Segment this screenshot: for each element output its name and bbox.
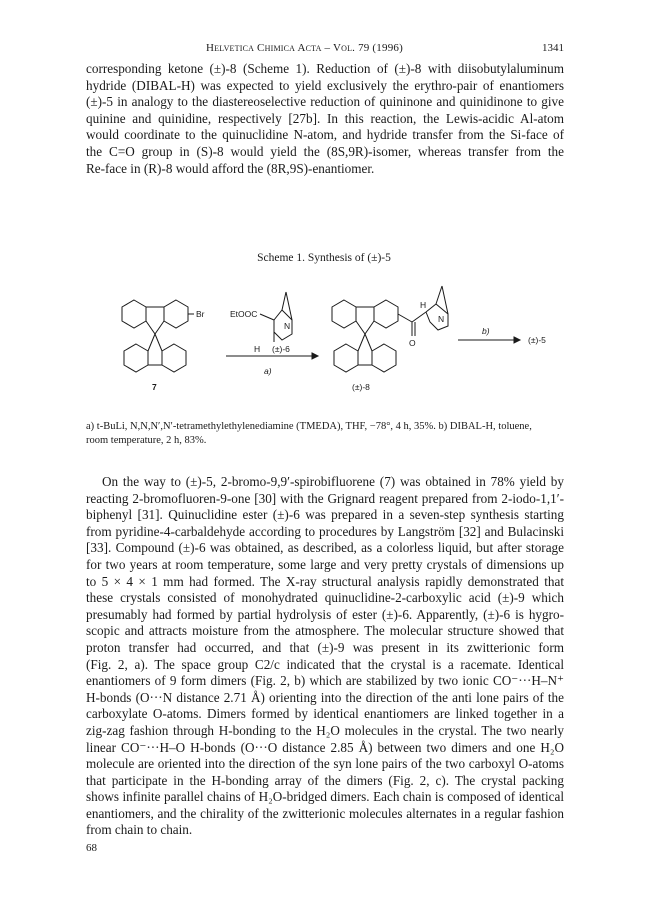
text-line: carboxylate O-atoms. Dimers formed by identical enantiomers are linked together in a <box>86 706 564 722</box>
text-line: enantiomers of 9 form dimers (Fig. 2, b) which are stabilized by two ionic CO⁻···H–N⁺ <box>86 673 564 689</box>
scheme-footnote <box>86 420 564 448</box>
text-line: from chain to chain. <box>86 822 193 838</box>
reagent-label: (±)-6 <box>272 344 290 354</box>
product-label: (±)-5 <box>528 335 546 345</box>
benzene-ring <box>332 300 356 328</box>
text-line: enantiomers, and the chirality of the zwitterionic molecules alternates in a regular fashion <box>86 805 564 821</box>
nitrogen-label: N <box>284 321 291 331</box>
compound-8-label: (±)-8 <box>352 382 370 392</box>
text-line: from pyridine-4-carbaldehyde according to procedures by Langström [32] and Bulacinski <box>86 523 564 539</box>
text-line: to 5 × 4 × 1 mm had formed. The X-ray structural analysis rapidly demonstrated that <box>86 573 564 589</box>
journal-title: Helvetica Chimica Acta – Vol. 79 (1996) <box>206 42 403 54</box>
page-footer: 68 <box>86 842 97 854</box>
compound-7-label: 7 <box>152 382 157 392</box>
text-line: biphenyl [31]. Quinuclidine ester (±)-6 was prepared in a seven-step synthesis starting <box>86 507 564 523</box>
text-line: proton transfer had occurred, and that (±)-9 was present in its zwitterionic form <box>86 639 564 655</box>
benzene-ring <box>372 344 396 372</box>
benzene-ring <box>122 300 146 328</box>
paragraph-intro <box>86 61 564 177</box>
text-line: [33]. Compound (±)-6 was obtained, as described, as a colorless liquid, but after storage <box>86 540 564 556</box>
step-b-label: b) <box>482 326 490 336</box>
footnote-line: room temperature, 2 h, 83%. <box>86 435 207 446</box>
hydrogen-label: H <box>420 300 427 310</box>
text-line: hydride (DIBAL-H) was expected to yield exclusively the erythro-pair of enantiomers <box>86 77 564 93</box>
text-line: (±)-5 in analogy to the diastereoselective reduction of quininone and quinidinone to give <box>86 94 564 110</box>
text-line: shows infinite parallel chains of H₂O-bridged dimers. Each chain is composed of identical <box>86 789 564 805</box>
text-line: would coordinate to the quinuclidine N-atom, and hydride transfer from the Si-face of <box>86 127 564 143</box>
hydrogen-label: H <box>254 344 261 354</box>
step-a-label: a) <box>264 366 272 376</box>
oxygen-label: O <box>409 338 416 348</box>
benzene-ring <box>334 344 358 372</box>
benzene-ring <box>162 344 186 372</box>
text-line: presumably had formed by partial hydrolysis of ester (±)-6. Apparently, (±)-6 is hygro- <box>86 606 564 622</box>
nitrogen-label: N <box>438 314 445 324</box>
text-line: zig-zag fashion through H-bonding to the H₂O molecules in the crystal. The two nearly <box>86 722 564 738</box>
five-ring-bond <box>146 321 164 334</box>
paragraph-main <box>86 474 564 839</box>
running-header <box>86 42 564 58</box>
text-line: for two years at room temperature, some large and very pretty crystals of dimensions up <box>86 556 564 572</box>
benzene-ring <box>164 300 188 328</box>
benzene-ring <box>124 344 148 372</box>
text-line: (Fig. 2, a). The space group C2/c indicated that the crystal is a racemate. Identical <box>86 656 564 672</box>
text-line: that participate in the H-bonding array of the dimers (Fig. 2, c). The crystal packing <box>86 772 564 788</box>
text-line: corresponding ketone (±)-8 (Scheme 1). Reduction of (±)-8 with diisobutylaluminum <box>86 61 564 76</box>
benzene-ring <box>374 300 398 328</box>
text-line: H-bonds (O···N distance 2.71 Å) orienting into the direction of the anti lone pairs of the <box>86 689 564 705</box>
text-line: linear CO⁻···H–O H-bonds (O···O distance 2.85 Å) between two dimers and one H₂O <box>86 739 564 755</box>
reaction-scheme <box>86 262 564 412</box>
quinuclidine-cage <box>426 304 448 330</box>
page-number: 1341 <box>542 42 564 54</box>
text-line: these crystals consisted of monohydrated quinuclidine-2-carboxylic acid (±)-9 which <box>86 590 564 606</box>
footnote-line: a) t-BuLi, N,N,N′,N′-tetramethylethylenediamine (TMEDA), THF, −78°, 4 h, 35%. b) DIBAL-H, toluene, <box>86 421 532 432</box>
text-line: Re-face in (R)-8 would afford the (8R,9S)-enantiomer. <box>86 160 375 176</box>
scheme-title: Scheme 1. Synthesis of (±)-5 <box>257 252 391 264</box>
text-line: quinine and quinidine, respectively [27b]. In this reaction, the Lewis-acidic Al-atom <box>86 110 564 126</box>
ester-label: EtOOC <box>230 309 258 319</box>
text-line: molecule are oriented into the direction of the syn lone pairs of the two carboxyl O-atoms <box>86 756 564 772</box>
text-line: the C=O group in (S)-8 would yield the (8S,9R)-isomer, whereas transfer from the <box>86 143 564 159</box>
text-line: On the way to (±)-5, 2-bromo-9,9′-spirobifluorene (7) was obtained in 78% yield by <box>102 474 564 489</box>
bromo-label: Br <box>196 309 205 319</box>
text-line: scopic and attracts moisture from the atmosphere. The molecular structure showed that <box>86 623 564 639</box>
text-line: reacting 2-bromofluoren-9-one [30] with the Grignard reagent prepared from 2-iodo-1,1′- <box>86 490 564 506</box>
